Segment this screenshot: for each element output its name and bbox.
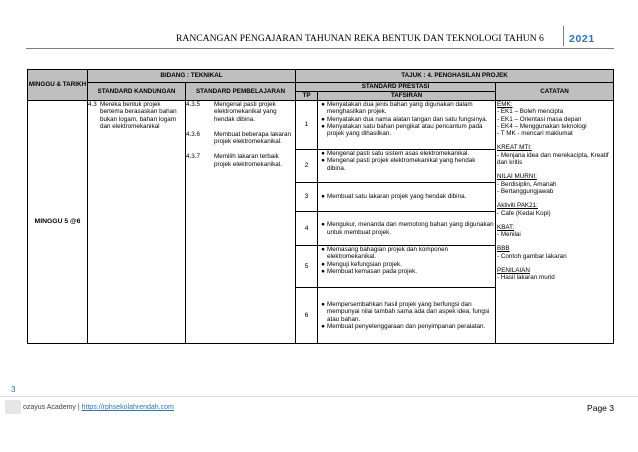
tafsiran-item: [319, 116, 495, 123]
catatan-line: - T MK - mencari maklumat: [497, 130, 573, 138]
catatan-kreatmti: [497, 144, 613, 166]
header-standard-pembelajaran: STANDARD PEMBELAJARAN: [186, 83, 296, 101]
catatan-line: - Menilai: [497, 231, 521, 239]
tafsiran-item: [319, 323, 495, 330]
catatan-emk: [497, 101, 613, 137]
tp-level: 6: [296, 288, 318, 344]
side-page-number: 3: [11, 385, 16, 394]
bullet-icon: ●: [321, 300, 325, 308]
sp-item: [186, 131, 295, 146]
tp-level: 3: [296, 183, 318, 212]
catatan-line: - Menjana idea dan merekacipta, Kreatif dan kritis: [497, 151, 609, 167]
header-year: 2021: [569, 33, 595, 45]
tafsiran-item: [319, 123, 495, 138]
header-standard-kandungan: STANDARD KANDUNGAN: [88, 83, 186, 101]
standard-kandungan-cell: [88, 101, 186, 344]
page-number: Page 3: [587, 403, 614, 413]
catatan-line: - Berdisiplin, Amanah: [497, 180, 557, 188]
sp-item: [186, 153, 295, 168]
sp-number: 4.3.6: [186, 130, 201, 138]
header-tajuk: TAJUK : 4. PENGHASILAN PROJEK: [296, 70, 614, 83]
catatan-heading: KBAT:: [497, 223, 515, 231]
catatan-heading: PENILAIAN: [497, 267, 530, 275]
tp-level: 5: [296, 246, 318, 288]
header-tafsiran: TAFSIRAN: [318, 92, 496, 101]
footer-label: ozayus Academy |: [23, 404, 82, 411]
tafsiran-text: Menguji kefungsian projek.: [327, 260, 402, 268]
catatan-cell: [496, 101, 614, 344]
footer-link[interactable]: https://rphsekolahrendah.com: [81, 404, 174, 411]
catatan-heading: NILAI MURNI:: [497, 173, 537, 181]
tafsiran-item: [319, 157, 495, 172]
catatan-penilaian: [497, 267, 613, 282]
sk-number: 4.3: [88, 101, 97, 108]
tafsiran-item: [319, 193, 495, 200]
tafsiran-item: [319, 101, 495, 116]
tafsiran-cell: [318, 150, 496, 183]
bullet-icon: ●: [321, 246, 325, 253]
catatan-nilai-murni: [497, 173, 613, 195]
tafsiran-item: [319, 246, 495, 261]
catatan-line: - Contoh gambar lakaran: [497, 252, 567, 260]
catatan-line: - Bertanggungjawab: [497, 187, 554, 195]
sk-text: Mereka bentuk projek bertema berasaskan bahan bukan logam, bahan logam dan elektromekanikal: [100, 101, 177, 130]
tafsiran-text: Menyatakan satu bahan pengikat atau pencantum pada projek yang dihasilkan.: [327, 122, 483, 138]
header-minggu-tarikh: MINGGU & TARIKH: [28, 70, 88, 101]
standard-pembelajaran-cell: [186, 101, 296, 344]
tafsiran-cell: [318, 183, 496, 212]
bullet-icon: ●: [321, 122, 325, 130]
tp-level: 1: [296, 101, 318, 150]
catatan-aktiviti: [497, 202, 613, 217]
tafsiran-text: Menyatakan dua nama alatan tangan dan satu fungsinya.: [327, 115, 488, 123]
header-tp: TP: [296, 92, 318, 101]
catatan-heading: KREAT MTI:: [497, 144, 532, 152]
bullet-icon: ●: [321, 193, 325, 201]
tafsiran-item: [319, 261, 495, 268]
header-bidang: BIDANG : TEKNIKAL: [88, 70, 296, 83]
tafsiran-text: Mengenal pasti satu sistem asas elektromekanikal.: [327, 150, 470, 157]
tafsiran-text: Memasang bahagian projek dan komponen elektromekanikal.: [327, 246, 449, 261]
tafsiran-text: Mempersembahkan hasil projek yang berfungsi dan mempunyai nilai tambah sama ada dari aspek idea, fungsi atau bahan.: [327, 300, 490, 323]
bullet-icon: ●: [321, 260, 325, 268]
bullet-icon: ●: [321, 115, 325, 123]
tafsiran-cell: [318, 288, 496, 344]
academy-logo-icon: [5, 400, 21, 414]
sp-text: Membuat beberapa lakaran projek elektromekanikal.: [214, 130, 292, 146]
bullet-icon: ●: [321, 221, 325, 229]
catatan-line: - EK1 – Orientasi masa depan: [497, 115, 582, 123]
bullet-icon: ●: [321, 150, 325, 157]
header-rule: [26, 48, 614, 49]
catatan-heading: BBB: [497, 245, 510, 253]
catatan-line: - Hasil lakaran murid: [497, 274, 555, 282]
tafsiran-item: [319, 301, 495, 323]
header-catatan: CATATAN: [496, 83, 614, 101]
catatan-line: - EK1 – Boleh mencipta: [497, 108, 564, 116]
bullet-icon: ●: [321, 157, 325, 165]
catatan-bbb: [497, 245, 613, 260]
catatan-line: - EK4 – Menggunakan teknologi: [497, 122, 587, 130]
tp-level: 2: [296, 150, 318, 183]
footer-text: [23, 404, 174, 411]
lesson-plan-table: [27, 69, 614, 344]
sp-number: 4.3.5: [186, 101, 201, 108]
bullet-icon: ●: [321, 322, 325, 330]
tafsiran-text: Menyatakan dua jenis bahan yang digunakan dalam menghasilkan projek.: [327, 101, 473, 116]
header-separator: [563, 26, 564, 46]
tafsiran-text: Membuat kemasan pada projek.: [327, 267, 417, 275]
catatan-line: - Cafe (Kedai Kopi): [497, 209, 551, 217]
sp-item: [186, 101, 295, 123]
catatan-kbat: [497, 224, 613, 239]
tafsiran-item: [319, 221, 495, 236]
sp-text: Mengenal pasti projek elektromekanikal yang hendak dibina.: [214, 101, 277, 123]
tafsiran-text: Mengukur, menanda dan memotong bahan yang digunakan untuk membuat projek.: [327, 221, 494, 236]
minggu-value: MINGGU 5 @6: [28, 101, 88, 344]
tafsiran-text: Mengenal pasti projek elektromekanikal yang hendak dibina.: [327, 157, 476, 172]
bullet-icon: ●: [321, 267, 325, 275]
tafsiran-cell: [318, 246, 496, 288]
header-standard-prestasi: STANDARD PRESTASI: [296, 83, 496, 92]
tafsiran-item: [319, 150, 495, 157]
page-header-title: RANCANGAN PENGAJARAN TAHUNAN REKA BENTUK DAN TEKNOLOGI TAHUN 6: [176, 33, 544, 44]
tafsiran-item: [319, 268, 495, 275]
sp-number: 4.3.7: [186, 153, 201, 161]
footer-rule: [0, 396, 638, 397]
sp-text: Memilih lakaran terbaik projek elektromekanikal.: [214, 153, 282, 168]
catatan-heading: Aktiviti PAK21:: [497, 202, 538, 210]
bullet-icon: ●: [321, 101, 325, 108]
catatan-heading: EMK:: [497, 101, 513, 108]
tp-level: 4: [296, 212, 318, 246]
tafsiran-cell: [318, 101, 496, 150]
tafsiran-text: Membuat penyelenggaraan dan penyimpanan peralatan.: [327, 322, 486, 330]
tafsiran-cell: [318, 212, 496, 246]
tafsiran-text: Membuat satu lakaran projek yang hendak dibina.: [327, 193, 467, 201]
